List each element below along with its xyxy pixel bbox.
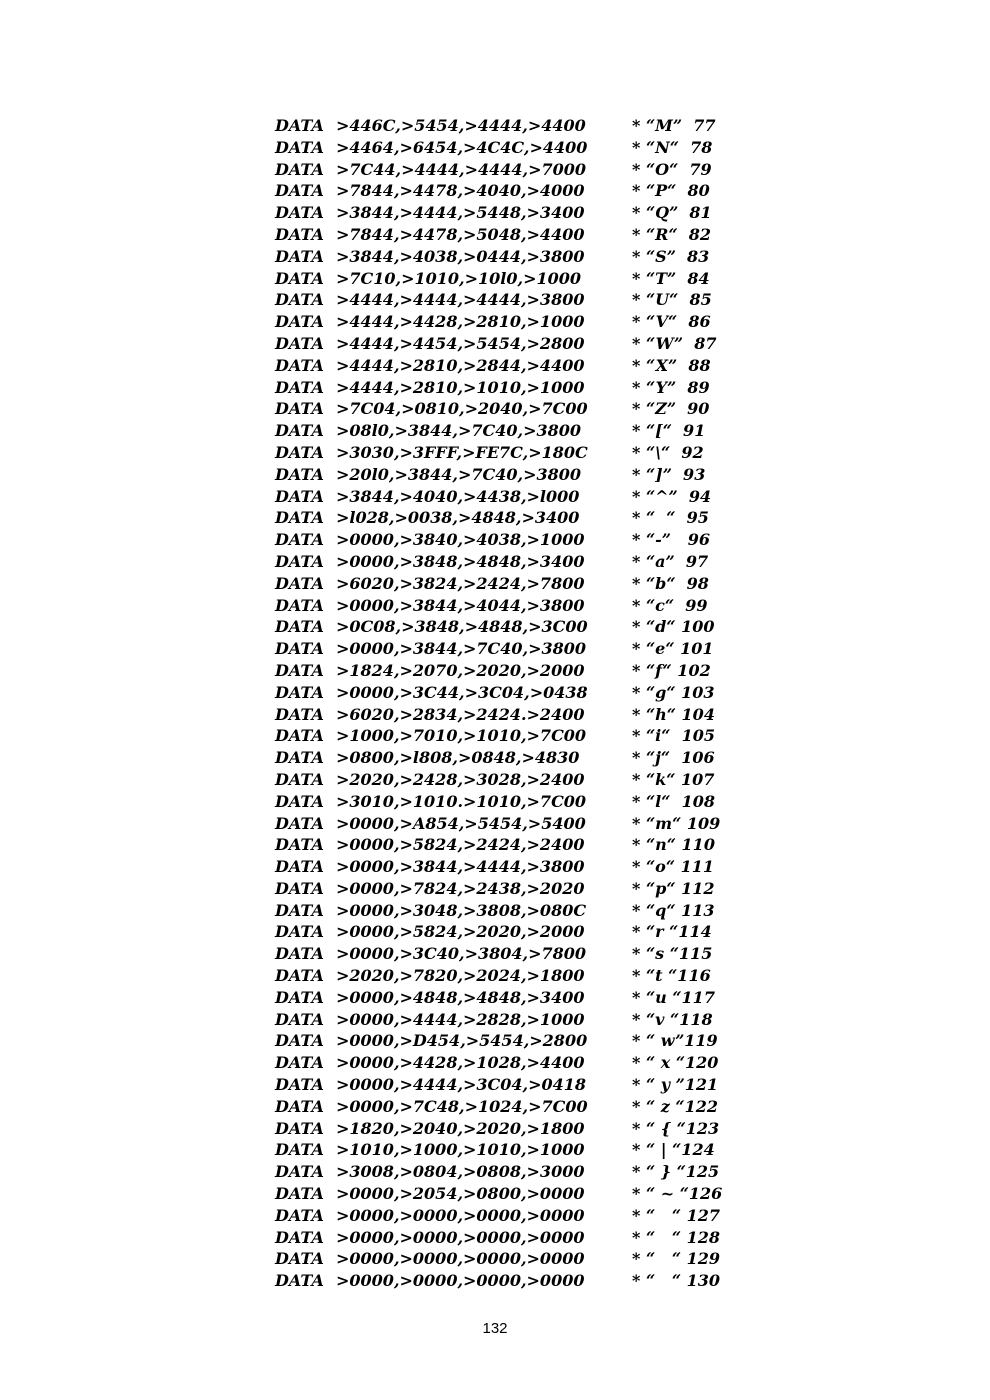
data-keyword: DATA [275, 551, 324, 571]
hex-values: >3008,>0804,>0808,>3000 [336, 1162, 585, 1182]
data-keyword: DATA [275, 1271, 324, 1291]
hex-values: >0000,>3C40,>3804,>7800 [336, 944, 587, 964]
hex-values: >2020,>2428,>3028,>2400 [336, 769, 585, 789]
data-keyword: DATA [275, 835, 324, 855]
data-keyword: DATA [275, 813, 324, 833]
character-comment: * “O“ 79 [632, 159, 712, 179]
character-comment: * “N“ 78 [632, 137, 713, 157]
hex-values: >0000,>3844,>4444,>3800 [336, 857, 585, 877]
character-comment: * “u “117 [632, 987, 715, 1007]
hex-values: >0000,>4444,>3C04,>0418 [336, 1075, 587, 1095]
hex-values: >0000,>0000,>0000,>0000 [336, 1227, 585, 1247]
hex-values: >0800,>l808,>0848,>4830 [336, 748, 580, 768]
hex-values: >446C,>5454,>4444,>4400 [336, 116, 586, 135]
hex-values: >0000,>7C48,>1024,>7C00 [336, 1096, 588, 1116]
data-line [275, 159, 735, 181]
character-comment: * “P“ 80 [632, 181, 710, 201]
hex-values: >4444,>4444,>4444,>3800 [336, 290, 585, 310]
hex-values: >0000,>3C44,>3C04,>0438 [336, 682, 588, 702]
hex-values: >0000,>A854,>5454,>5400 [336, 813, 586, 833]
data-line [275, 965, 735, 987]
character-comment: * “ } “125 [632, 1162, 720, 1182]
hex-values: >0000,>3848,>4848,>3400 [336, 551, 585, 571]
data-keyword: DATA [275, 421, 324, 441]
data-keyword: DATA [275, 704, 324, 724]
data-line [275, 834, 735, 856]
hex-values: >0000,>0000,>0000,>0000 [336, 1271, 585, 1291]
data-line [275, 573, 735, 595]
character-comment: * “l“ 108 [632, 791, 715, 811]
character-comment: * “ x “120 [632, 1053, 719, 1073]
data-line [275, 398, 735, 420]
hex-values: >3844,>4444,>5448,>3400 [336, 203, 585, 223]
character-comment: * “Y” 89 [632, 377, 710, 397]
data-keyword: DATA [275, 355, 324, 375]
data-keyword: DATA [275, 1096, 324, 1116]
hex-values: >4444,>4454,>5454,>2800 [336, 333, 585, 353]
hex-values: >1824,>2070,>2020,>2000 [336, 660, 585, 680]
data-keyword: DATA [275, 726, 324, 746]
data-line [275, 202, 735, 224]
character-comment: * “ “ 129 [632, 1249, 721, 1269]
data-keyword: DATA [275, 312, 324, 332]
data-keyword: DATA [275, 203, 324, 223]
hex-values: >0000,>D454,>5454,>2800 [336, 1031, 588, 1051]
hex-values: >4444,>2810,>2844,>4400 [336, 355, 585, 375]
hex-values: >0000,>4428,>1028,>4400 [336, 1053, 585, 1073]
data-keyword: DATA [275, 530, 324, 550]
data-line [275, 180, 735, 202]
character-comment: * “ “ 127 [632, 1205, 721, 1225]
hex-values: >3030,>3FFF,>FE7C,>180C [336, 442, 588, 462]
data-keyword: DATA [275, 573, 324, 593]
character-comment: * “c“ 99 [632, 595, 708, 615]
data-line [275, 616, 735, 638]
data-line [275, 1052, 735, 1074]
character-comment: * “V“ 86 [632, 312, 711, 332]
data-line [275, 1096, 735, 1118]
character-comment: * “Z” 90 [632, 399, 710, 419]
character-comment: * “T” 84 [632, 268, 710, 288]
character-comment: * “b“ 98 [632, 573, 709, 593]
hex-values: >0000,>5824,>2424,>2400 [336, 835, 585, 855]
data-line [275, 769, 735, 791]
hex-values: >3010,>1010.>1010,>7C00 [336, 791, 587, 811]
data-keyword: DATA [275, 137, 324, 157]
hex-values: >7C10,>1010,>10l0,>1000 [336, 268, 582, 288]
character-comment: * “ | “124 [632, 1140, 715, 1160]
character-comment: * “X” 88 [632, 355, 711, 375]
data-line [275, 1227, 735, 1249]
character-comment: * “m“ 109 [632, 813, 721, 833]
character-comment: * “ { “123 [632, 1118, 720, 1138]
hex-values: >2020,>7820,>2024,>1800 [336, 966, 585, 986]
data-line [275, 464, 735, 486]
hex-values: >6020,>2834,>2424.>2400 [336, 704, 585, 724]
character-comment: * “ w”119 [632, 1031, 718, 1051]
hex-values: >0C08,>3848,>4848,>3C00 [336, 617, 588, 637]
data-line [275, 137, 735, 159]
data-listing [275, 115, 735, 1292]
data-keyword: DATA [275, 1118, 324, 1138]
character-comment: * “S” 83 [632, 246, 710, 266]
data-line [275, 595, 735, 617]
data-line [275, 289, 735, 311]
data-keyword: DATA [275, 399, 324, 419]
data-line [275, 682, 735, 704]
hex-values: >08l0,>3844,>7C40,>3800 [336, 421, 582, 441]
data-line [275, 1205, 735, 1227]
hex-values: >3844,>4040,>4438,>l000 [336, 486, 580, 506]
data-line [275, 1248, 735, 1270]
data-line [275, 900, 735, 922]
data-line [275, 333, 735, 355]
data-keyword: DATA [275, 377, 324, 397]
character-comment: * “ “ 130 [632, 1271, 721, 1291]
data-line [275, 507, 735, 529]
data-keyword: DATA [275, 1205, 324, 1225]
data-line [275, 355, 735, 377]
data-keyword: DATA [275, 442, 324, 462]
character-comment: * “W” 87 [632, 333, 717, 353]
data-line [275, 1161, 735, 1183]
data-keyword: DATA [275, 224, 324, 244]
data-line [275, 486, 735, 508]
character-comment: * “f“ 102 [632, 660, 711, 680]
data-line [275, 921, 735, 943]
data-line [275, 442, 735, 464]
character-comment: * “ z “122 [632, 1096, 718, 1116]
data-keyword: DATA [275, 181, 324, 201]
data-keyword: DATA [275, 508, 324, 528]
character-comment: * “\“ 92 [632, 442, 704, 462]
data-keyword: DATA [275, 1140, 324, 1160]
character-comment: * “^” 94 [632, 486, 712, 506]
data-keyword: DATA [275, 1162, 324, 1182]
character-comment: * “k“ 107 [632, 769, 715, 789]
data-keyword: DATA [275, 290, 324, 310]
data-keyword: DATA [275, 1009, 324, 1029]
data-line [275, 1139, 735, 1161]
data-line [275, 878, 735, 900]
hex-values: >1820,>2040,>2020,>1800 [336, 1118, 585, 1138]
data-keyword: DATA [275, 333, 324, 353]
data-line [275, 529, 735, 551]
data-keyword: DATA [275, 1184, 324, 1204]
character-comment: * “ “ 95 [632, 508, 709, 528]
data-keyword: DATA [275, 987, 324, 1007]
data-keyword: DATA [275, 639, 324, 659]
hex-values: >0000,>2054,>0800,>0000 [336, 1184, 585, 1204]
character-comment: * “M” 77 [632, 116, 716, 135]
data-keyword: DATA [275, 464, 324, 484]
data-keyword: DATA [275, 1075, 324, 1095]
data-keyword: DATA [275, 159, 324, 179]
data-line [275, 268, 735, 290]
data-line [275, 1030, 735, 1052]
hex-values: >6020,>3824,>2424,>7800 [336, 573, 585, 593]
data-keyword: DATA [275, 268, 324, 288]
data-keyword: DATA [275, 660, 324, 680]
hex-values: >0000,>3840,>4038,>1000 [336, 530, 585, 550]
hex-values: >0000,>0000,>0000,>0000 [336, 1205, 585, 1225]
hex-values: >0000,>7824,>2438,>2020 [336, 878, 585, 898]
character-comment: * “r “114 [632, 922, 712, 942]
data-keyword: DATA [275, 878, 324, 898]
data-line [275, 1183, 735, 1205]
hex-values: >0000,>4848,>4848,>3400 [336, 987, 585, 1007]
data-keyword: DATA [275, 595, 324, 615]
data-keyword: DATA [275, 922, 324, 942]
character-comment: * “U“ 85 [632, 290, 712, 310]
data-keyword: DATA [275, 966, 324, 986]
data-line [275, 420, 735, 442]
data-line [275, 1118, 735, 1140]
character-comment: * “Q” 81 [632, 203, 712, 223]
character-comment: * “j“ 106 [632, 748, 715, 768]
hex-values: >0000,>3844,>7C40,>3800 [336, 639, 587, 659]
data-keyword: DATA [275, 1227, 324, 1247]
data-line [275, 704, 735, 726]
hex-values: >4464,>6454,>4C4C,>4400 [336, 137, 588, 157]
character-comment: * “n“ 110 [632, 835, 715, 855]
data-line [275, 660, 735, 682]
data-line [275, 638, 735, 660]
character-comment: * “a” 97 [632, 551, 709, 571]
data-line [275, 1270, 735, 1292]
character-comment: * “-” 96 [632, 530, 710, 550]
data-line [275, 551, 735, 573]
character-comment: * “ “ 128 [632, 1227, 721, 1247]
data-keyword: DATA [275, 1031, 324, 1051]
character-comment: * “v “118 [632, 1009, 713, 1029]
data-line [275, 246, 735, 268]
hex-values: >0000,>4444,>2828,>1000 [336, 1009, 585, 1029]
hex-values: >7844,>4478,>4040,>4000 [336, 181, 585, 201]
data-keyword: DATA [275, 1053, 324, 1073]
page-number: 132 [482, 1320, 508, 1337]
data-line [275, 1009, 735, 1031]
hex-values: >0000,>3048,>3808,>080C [336, 900, 587, 920]
data-line [275, 813, 735, 835]
character-comment: * “e“ 101 [632, 639, 714, 659]
hex-values: >1000,>7010,>1010,>7C00 [336, 726, 587, 746]
hex-values: >20l0,>3844,>7C40,>3800 [336, 464, 582, 484]
hex-values: >7844,>4478,>5048,>4400 [336, 224, 585, 244]
character-comment: * “p“ 112 [632, 878, 715, 898]
data-keyword: DATA [275, 116, 324, 135]
data-keyword: DATA [275, 769, 324, 789]
character-comment: * “ ~ “126 [632, 1184, 723, 1204]
character-comment: * “R“ 82 [632, 224, 712, 244]
data-line [275, 311, 735, 333]
character-comment: * “i“ 105 [632, 726, 715, 746]
data-keyword: DATA [275, 791, 324, 811]
data-keyword: DATA [275, 486, 324, 506]
data-line [275, 791, 735, 813]
data-keyword: DATA [275, 857, 324, 877]
character-comment: * “s “115 [632, 944, 713, 964]
data-keyword: DATA [275, 1249, 324, 1269]
data-keyword: DATA [275, 682, 324, 702]
hex-values: >4444,>4428,>2810,>1000 [336, 312, 585, 332]
data-line [275, 224, 735, 246]
hex-values: >7C04,>0810,>2040,>7C00 [336, 399, 588, 419]
data-line [275, 943, 735, 965]
hex-values: >3844,>4038,>0444,>3800 [336, 246, 585, 266]
character-comment: * “h“ 104 [632, 704, 715, 724]
character-comment: * “g“ 103 [632, 682, 715, 702]
hex-values: >4444,>2810,>1010,>1000 [336, 377, 585, 397]
data-line [275, 725, 735, 747]
character-comment: * “q“ 113 [632, 900, 715, 920]
data-line [275, 747, 735, 769]
hex-values: >0000,>3844,>4044,>3800 [336, 595, 585, 615]
hex-values: >0000,>0000,>0000,>0000 [336, 1249, 585, 1269]
hex-values: >l028,>0038,>4848,>3400 [336, 508, 580, 528]
character-comment: * “t “116 [632, 966, 711, 986]
character-comment: * “[“ 91 [632, 421, 706, 441]
hex-values: >0000,>5824,>2020,>2000 [336, 922, 585, 942]
data-line [275, 856, 735, 878]
data-keyword: DATA [275, 944, 324, 964]
character-comment: * “d“ 100 [632, 617, 715, 637]
data-line [275, 377, 735, 399]
data-keyword: DATA [275, 617, 324, 637]
data-line [275, 1074, 735, 1096]
hex-values: >1010,>1000,>1010,>1000 [336, 1140, 585, 1160]
character-comment: * “ y ”121 [632, 1075, 719, 1095]
data-line [275, 987, 735, 1009]
hex-values: >7C44,>4444,>4444,>7000 [336, 159, 587, 179]
character-comment: * “]” 93 [632, 464, 706, 484]
data-keyword: DATA [275, 246, 324, 266]
character-comment: * “o“ 111 [632, 857, 714, 877]
data-line [275, 115, 735, 137]
data-keyword: DATA [275, 900, 324, 920]
data-keyword: DATA [275, 748, 324, 768]
